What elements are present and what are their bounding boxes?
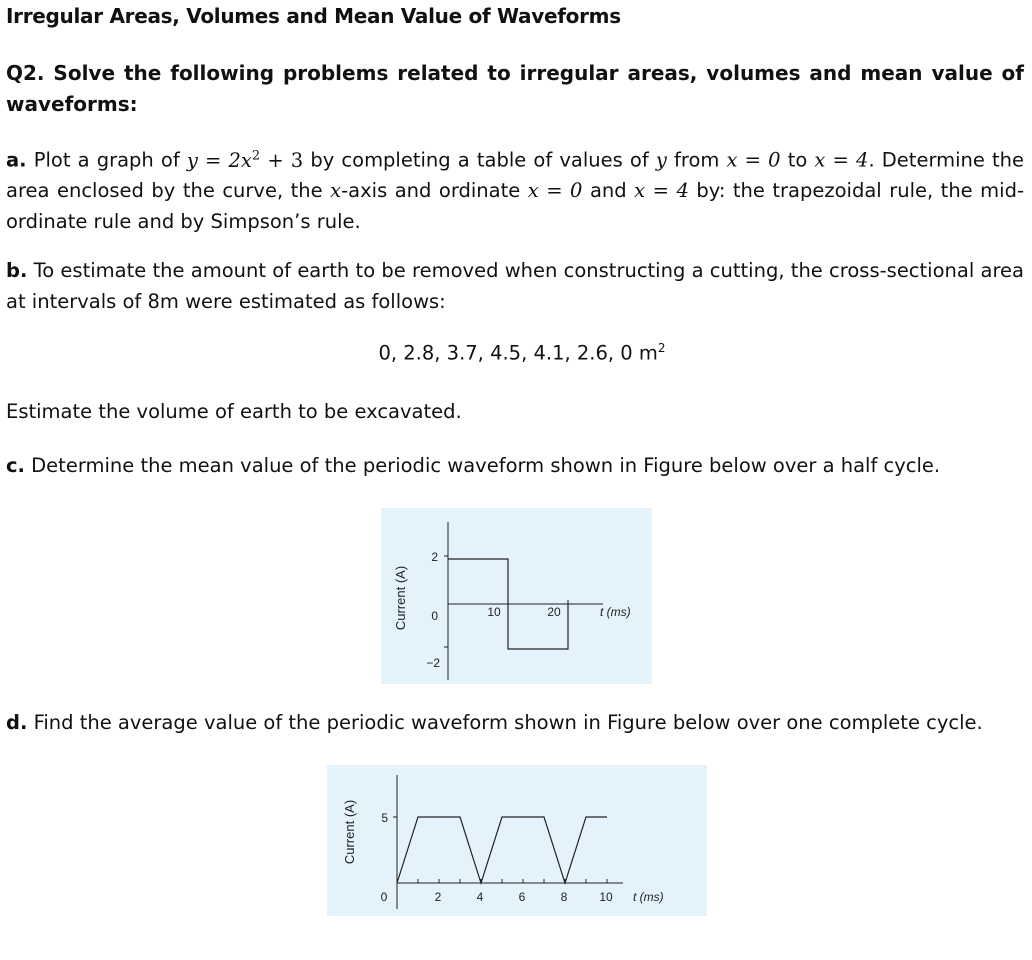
part-b-text: To estimate the amount of earth to be removed when constructing a cutting, the cross-sectional area at intervals of 8m were estimated as follows:: [6, 259, 1024, 313]
equation-x0-ordinate: x = 0: [527, 179, 583, 202]
cross-section-values: 0, 2.8, 3.7, 4.5, 4.1, 2.6, 0 $m^2$: [378, 341, 666, 365]
part-a-text: to: [780, 148, 815, 172]
part-d-text: Find the average value of the periodic waveform shown in Figure below over one complete cycle.: [27, 711, 983, 734]
part-c-lead: c.: [6, 454, 25, 477]
part-a-text: by: the trapezoidal rule, the mid-ordinate rule and by Simpson’s rule.: [6, 179, 1024, 233]
equation-x4: x = 4: [814, 148, 869, 172]
figure-c-ytick-label: −2: [426, 656, 440, 670]
part-a-text: Plot a graph of: [26, 148, 187, 172]
page-title: Irregular Areas, Volumes and Mean Value of Waveforms: [6, 4, 621, 28]
figure-d-ylabel: Current (A): [342, 799, 357, 865]
part-a-text: -axis and ordinate: [341, 179, 528, 202]
figure-d-xunit: t (ms): [633, 890, 664, 904]
figure-c-ylabel: Current (A): [393, 565, 408, 631]
figure-c-xunit: t (ms): [600, 605, 631, 619]
figure-d: [327, 765, 707, 916]
figure-d-xtick-label: 4: [476, 890, 484, 904]
figure-c-ytick-label: 0: [431, 609, 438, 623]
figure-c-ytick-label: 2: [431, 550, 438, 564]
part-b-paragraph: [6, 256, 1024, 317]
part-d-lead: d.: [6, 711, 28, 734]
part-b-question: Estimate the volume of earth to be excavated.: [6, 400, 462, 423]
figure-d-ytick-label: 5: [381, 811, 388, 825]
part-d-paragraph: [6, 708, 1024, 739]
part-a-text: and: [582, 179, 635, 202]
figure-c: [381, 508, 652, 684]
part-a-paragraph: [6, 141, 1024, 237]
figure-c-xtick-label: 10: [487, 605, 501, 619]
part-a-text: . Determine the area enclosed by the curve, the: [6, 148, 1025, 202]
figure-d-xtick-label: 6: [518, 890, 526, 904]
equation-x0: x = 0: [726, 148, 781, 172]
var-y: y: [655, 148, 667, 172]
figure-d-plot: [327, 765, 707, 916]
figure-d-xtick-label: 8: [560, 890, 568, 904]
figure-c-plot: [381, 508, 652, 684]
part-c-text: Determine the mean value of the periodic waveform shown in Figure below over a half cycle.: [24, 454, 941, 477]
part-b-lead: b.: [6, 259, 28, 282]
equation-y: $y = 2x^2 + 3$: [186, 148, 304, 172]
part-a-text: by completing a table of values of: [303, 148, 656, 172]
figure-d-waveform: [397, 817, 607, 883]
part-a-text: from: [666, 148, 727, 172]
figure-c-xtick-label: 20: [547, 605, 561, 619]
figure-d-xtick-label: 10: [599, 890, 613, 904]
figure-d-xtick-label: 0: [380, 890, 388, 904]
part-c-paragraph: [6, 451, 1024, 482]
var-x: x: [330, 179, 342, 202]
equation-x4-ordinate: x = 4: [634, 179, 689, 202]
figure-d-xtick-label: 2: [434, 890, 442, 904]
question-heading: Q2. Solve the following problems related to irregular areas, volumes and mean value of waveforms:: [6, 61, 1024, 116]
part-a-lead: a.: [6, 148, 27, 172]
figure-d-xticks: [418, 879, 607, 883]
